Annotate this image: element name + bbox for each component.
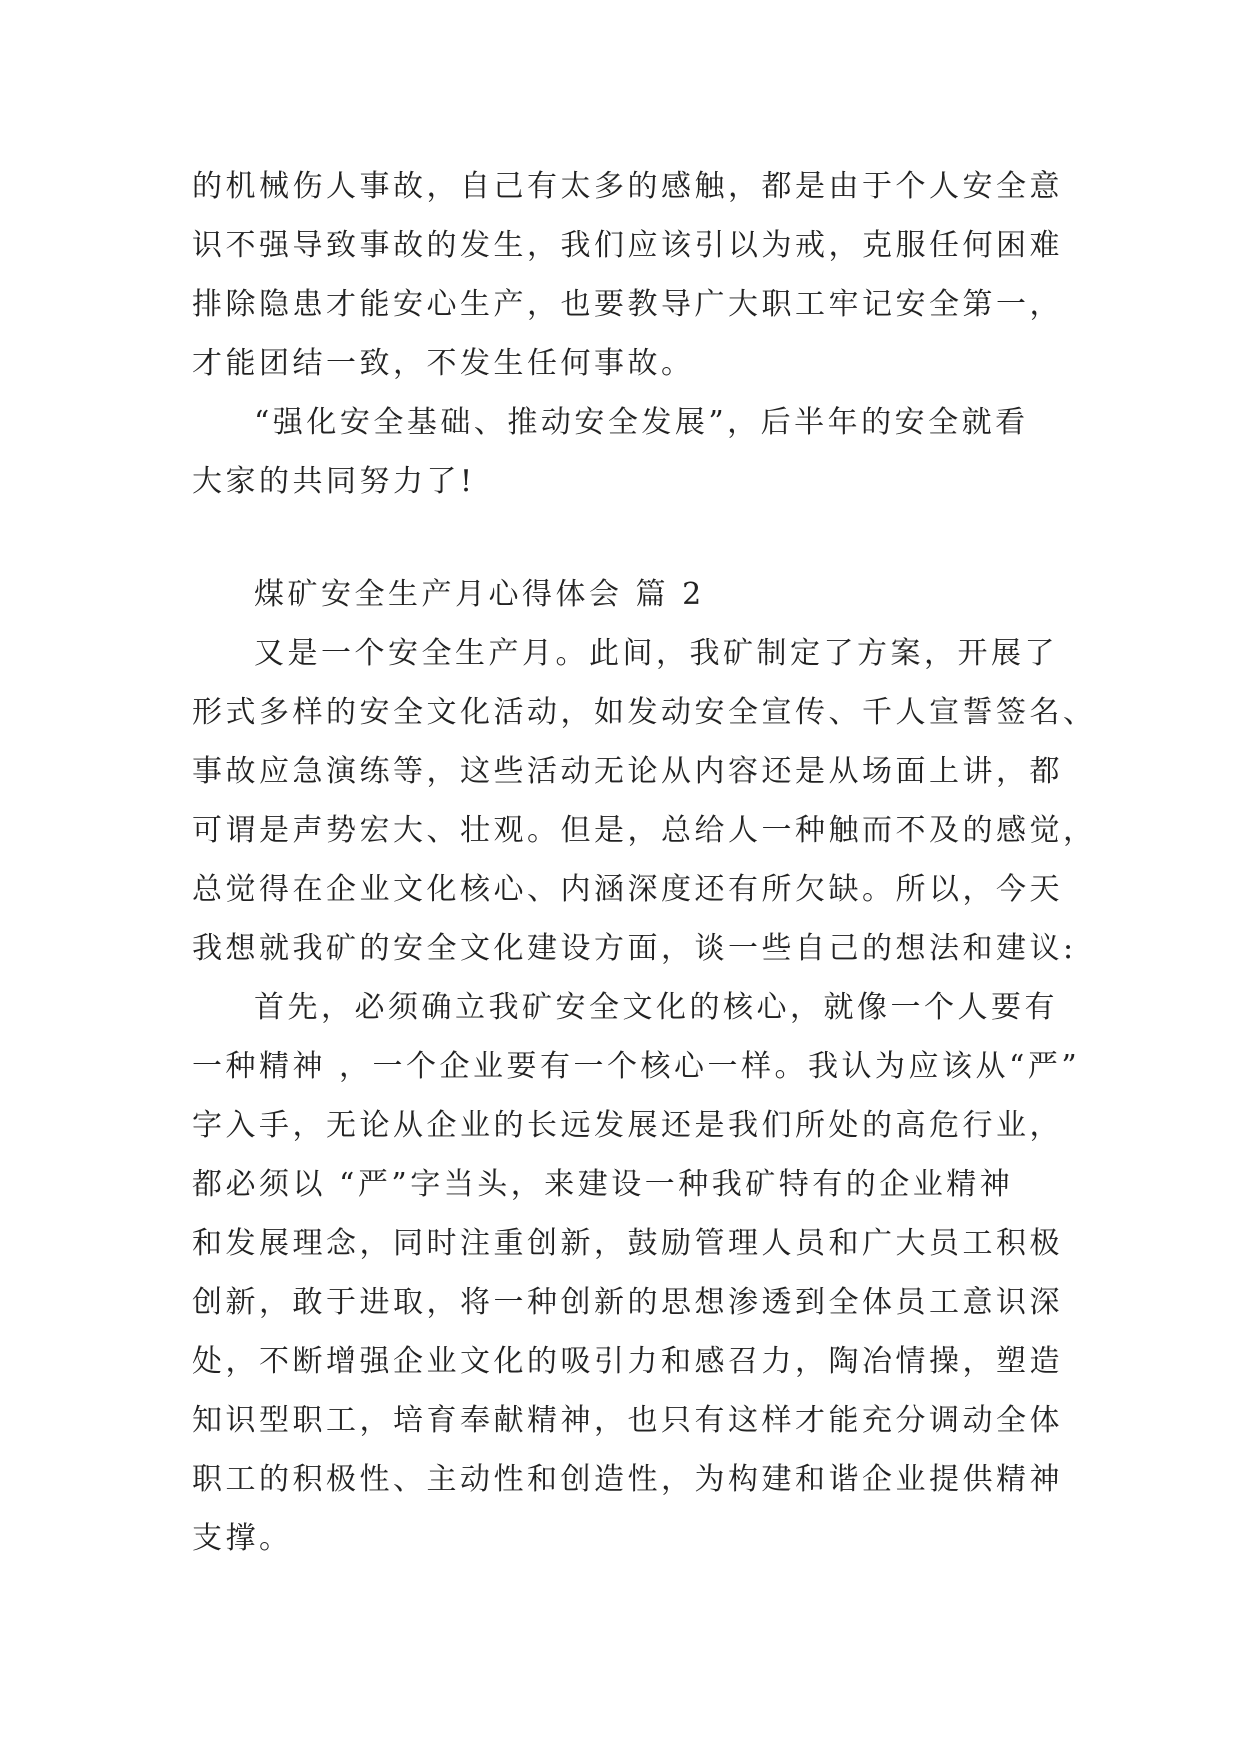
paragraph-line: 我想就我矿的安全文化建设方面，谈一些自己的想法和建议: (192, 931, 1077, 966)
paragraph-line: 字入手，无论从企业的长远发展还是我们所处的高危行业， (192, 1108, 1063, 1143)
paragraph-line: 可谓是声势宏大、壮观。但是，总给人一种触而不及的感觉， (192, 813, 1097, 848)
paragraph-line: 排除隐患才能安心生产，也要教导广大职工牢记安全第一， (192, 287, 1063, 322)
paragraph-line: 和发展理念，同时注重创新，鼓励管理人员和广大员工积极 (192, 1226, 1063, 1261)
paragraph-line: 一种精神 ，一个企业要有一个核心一样。我认为应该从“严” (192, 1049, 1081, 1084)
paragraph-line: 事故应急演练等，这些活动无论从内容还是从场面上讲，都 (192, 754, 1063, 789)
paragraph-line: 又是一个安全生产月。此间，我矿制定了方案，开展了 (254, 636, 1058, 671)
paragraph-line: 总觉得在企业文化核心、内涵深度还有所欠缺。所以，今天 (192, 872, 1063, 907)
paragraph-line: 职工的积极性、主动性和创造性，为构建和谐企业提供精神 (192, 1462, 1063, 1497)
paragraph-line: 大家的共同努力了! (192, 464, 476, 499)
paragraph-line: 首先，必须确立我矿安全文化的核心，就像一个人要有 (254, 990, 1058, 1025)
paragraph-line: 知识型职工，培育奉献精神，也只有这样才能充分调动全体 (192, 1403, 1063, 1438)
section-heading: 煤矿安全生产月心得体会 篇 2 (254, 577, 705, 612)
paragraph-line: 创新，敢于进取，将一种创新的思想渗透到全体员工意识深 (192, 1285, 1063, 1320)
paragraph-line: 支撑。 (192, 1521, 293, 1556)
paragraph-line: 的机械伤人事故，自己有太多的感触，都是由于个人安全意 (192, 169, 1063, 204)
paragraph-line: 都必须以 “严”字当头，来建设一种我矿特有的企业精神 (192, 1167, 1014, 1202)
paragraph-line: 形式多样的安全文化活动，如发动安全宣传、千人宣誓签名、 (192, 695, 1097, 730)
paragraph-line: 处，不断增强企业文化的吸引力和感召力，陶冶情操，塑造 (192, 1344, 1063, 1379)
paragraph-line: “强化安全基础、推动安全发展”，后半年的安全就看 (254, 405, 1029, 440)
paragraph-line: 才能团结一致，不发生任何事故。 (192, 346, 695, 381)
paragraph-line: 识不强导致事故的发生，我们应该引以为戒，克服任何困难 (192, 228, 1063, 263)
